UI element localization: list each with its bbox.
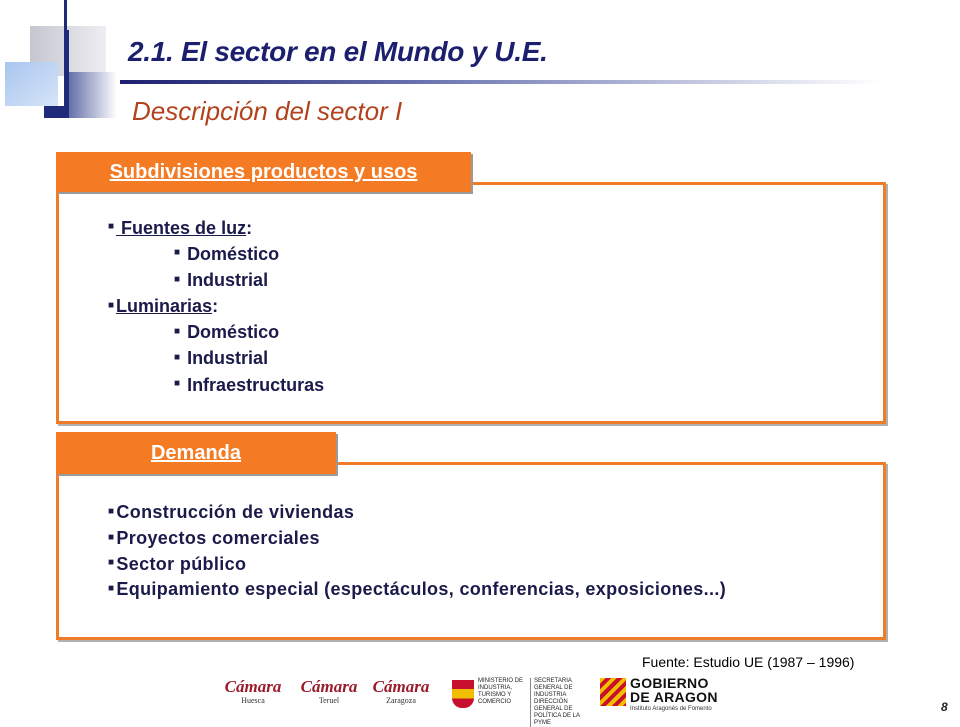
list-item: ■ Luminarias: <box>108 296 219 317</box>
bullet-icon: ■ <box>108 221 115 233</box>
bullet-icon: ■ <box>174 325 181 337</box>
products-tab <box>56 152 471 192</box>
group-label: Fuentes de luz <box>116 218 247 238</box>
list-item: ■ Doméstico <box>174 244 280 265</box>
group-label: Luminarias <box>116 296 213 317</box>
bullet-icon: ■ <box>108 583 115 594</box>
gobierno-aragon-logo: GOBIERNO DE ARAGON Instituto Aragonés de Fomento <box>600 676 720 716</box>
bullet-icon: ■ <box>174 247 181 259</box>
bullet-icon: ■ <box>174 273 181 285</box>
page-title: 2.1. El sector en el Mundo y U.E. <box>128 36 548 67</box>
bullet-icon: ■ <box>108 505 115 517</box>
ministerio-logo: MINISTERIO DE INDUSTRIA, TURISMO Y COMERCIO SECRETARIA GENERAL DE INDUSTRIA DIRECCIÓN GENERAL DE POLÍTICA DE LA PYME <box>452 678 584 712</box>
demand-list <box>108 500 726 603</box>
camara-zaragoza-logo: Cámara Zaragoza <box>372 677 430 705</box>
bullet-icon: ■ <box>108 299 115 311</box>
products-tab-label: Subdivisiones productos y usos <box>109 161 418 183</box>
camara-huesca-logo: Cámara Huesca <box>224 677 282 705</box>
bullet-icon: ■ <box>174 377 181 389</box>
page-subtitle: Descripción del sector I <box>132 96 403 126</box>
aragon-flag-icon <box>600 678 626 706</box>
corner-decoration <box>64 30 69 118</box>
corner-decoration <box>64 0 67 30</box>
list-item: ■ Fuentes de luz: <box>108 218 253 238</box>
list-item: ■ Equipamiento especial (espectáculos, conferencias, exposiciones...) <box>108 579 727 600</box>
corner-decoration <box>69 72 117 118</box>
list-item: ■ Industrial <box>174 270 269 291</box>
corner-decoration <box>44 106 69 118</box>
title-underline <box>120 80 880 84</box>
bullet-icon: ■ <box>108 531 115 543</box>
demand-tab-label: Demanda <box>150 442 242 464</box>
list-item: ■ Doméstico <box>174 322 280 343</box>
corner-decoration <box>5 62 58 106</box>
products-list <box>108 216 324 399</box>
list-item: ■ Infraestructuras <box>174 374 325 395</box>
list-item: ■ Construcción de viviendas <box>108 502 355 522</box>
source-note: Fuente: Estudio UE (1987 – 1996) <box>642 654 855 670</box>
bullet-icon: ■ <box>174 351 181 363</box>
bullet-icon: ■ <box>108 557 115 569</box>
coat-of-arms-icon <box>452 680 474 708</box>
list-item: ■ Sector público <box>108 553 247 574</box>
list-item: ■ Proyectos comerciales <box>108 527 320 548</box>
page-number: 8 <box>941 700 948 714</box>
list-item: ■ Industrial <box>174 348 269 369</box>
demand-tab <box>56 432 336 474</box>
camara-teruel-logo: Cámara Teruel <box>300 677 358 705</box>
